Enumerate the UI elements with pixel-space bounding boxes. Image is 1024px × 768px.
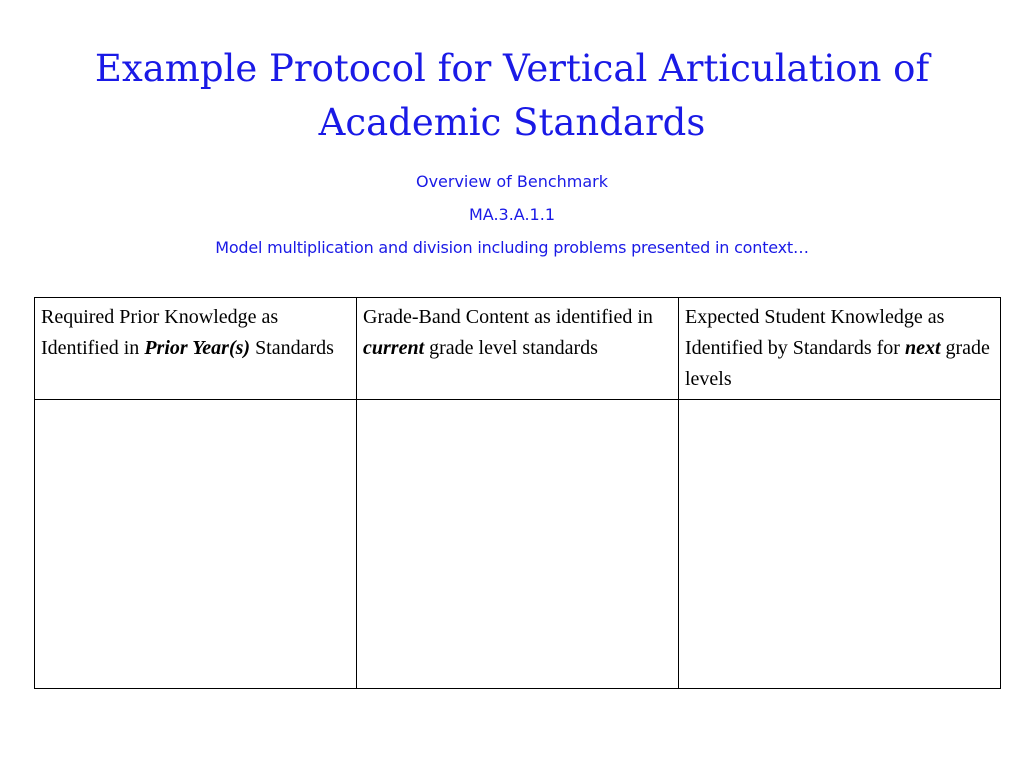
table-header-row	[35, 298, 1001, 400]
benchmark-description: Model multiplication and division including problems presented in context…	[215, 238, 809, 257]
header-emphasis: current	[363, 337, 425, 359]
header-cell-prior-knowledge	[35, 298, 357, 400]
header-text: Required Prior Knowledge as Identified in	[41, 306, 279, 359]
header-text: grade levels	[685, 337, 990, 390]
slide-title	[40, 42, 984, 150]
header-cell-current-content	[357, 298, 679, 400]
articulation-table	[34, 297, 1001, 689]
header-text: Grade-Band Content as identified in	[363, 306, 653, 328]
table-body-row	[35, 400, 1001, 689]
header-text: Standards	[250, 337, 334, 359]
header-cell-expected-knowledge	[679, 298, 1001, 400]
header-emphasis: Prior Year(s)	[144, 337, 251, 359]
body-cell-prior-knowledge	[35, 400, 357, 689]
title-line-1: Example Protocol for Vertical Articulation of	[94, 47, 930, 90]
body-cell-current-content	[357, 400, 679, 689]
overview-heading: Overview of Benchmark	[415, 172, 609, 191]
header-text: grade level standards	[424, 337, 598, 359]
benchmark-code: MA.3.A.1.1	[468, 205, 555, 224]
header-text: Expected Student Knowledge as Identified by Standards for	[685, 306, 945, 359]
title-line-2: Academic Standards	[318, 101, 706, 144]
body-cell-expected-knowledge	[679, 400, 1001, 689]
header-emphasis: next	[904, 337, 941, 359]
